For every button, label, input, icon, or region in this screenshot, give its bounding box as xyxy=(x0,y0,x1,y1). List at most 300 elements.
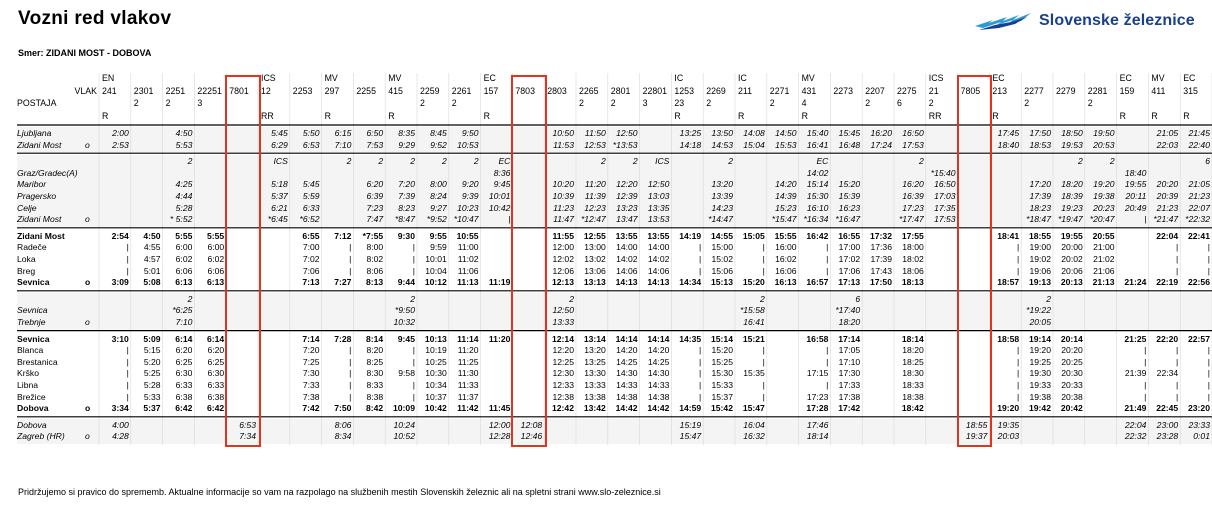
time-cell: | xyxy=(1175,391,1179,402)
time-cell: 4:44 xyxy=(175,191,193,201)
time-cell: 5:53 xyxy=(175,139,193,150)
time-cell: 2 xyxy=(346,156,352,167)
time-cell: 17:46 xyxy=(806,419,829,430)
time-cell: | xyxy=(1207,368,1210,379)
time-cell: 19:30 xyxy=(1029,368,1051,379)
time-cell: 12:55 xyxy=(583,230,606,241)
time-cell: 14:55 xyxy=(711,230,733,241)
time-cell: | xyxy=(1207,356,1210,367)
time-cell: 12:46 xyxy=(520,431,543,442)
time-cell: | xyxy=(126,356,129,367)
time-cell: 15:20 xyxy=(711,345,733,356)
time-cell: 11:33 xyxy=(457,380,479,390)
time-cell: 23:28 xyxy=(1156,431,1179,442)
time-cell: 9:58 xyxy=(398,368,415,379)
time-cell: | xyxy=(698,254,702,264)
time-cell: 4:55 xyxy=(143,242,161,253)
time-cell: 12:00 xyxy=(552,242,574,253)
vlak-label: VLAK xyxy=(74,86,97,96)
time-cell: 10:32 xyxy=(393,317,415,327)
departure-marker: o xyxy=(85,139,90,150)
time-cell: 17:23 xyxy=(806,391,829,402)
time-cell: | xyxy=(1207,345,1210,356)
time-cell: 15:14 xyxy=(806,179,829,190)
time-cell: 12:33 xyxy=(552,380,574,390)
time-cell: 14:53 xyxy=(711,139,733,150)
header-marks-cell: RR xyxy=(261,111,274,121)
time-cell: 18:23 xyxy=(1029,202,1051,213)
time-cell: 10:12 xyxy=(424,277,447,288)
time-cell: | xyxy=(762,380,765,390)
time-cell: 12:02 xyxy=(552,254,574,264)
time-cell: 9:39 xyxy=(461,191,479,201)
time-cell: 4:50 xyxy=(143,230,161,241)
time-cell: 5:45 xyxy=(271,128,288,138)
time-cell: 20:49 xyxy=(1124,202,1147,213)
station-name: Zidani Most xyxy=(17,139,62,150)
time-cell: 19:53 xyxy=(1061,139,1083,150)
time-cell: 8:02 xyxy=(366,254,384,264)
time-cell: | xyxy=(126,265,129,276)
time-cell: | xyxy=(762,254,765,264)
header-class-cell: 2 xyxy=(769,98,775,108)
time-cell: 16:23 xyxy=(838,202,861,213)
time-cell: | xyxy=(698,356,702,367)
time-cell: 6:15 xyxy=(334,128,352,138)
time-cell: 23:00 xyxy=(1156,419,1179,430)
time-cell: 14:19 xyxy=(679,230,702,241)
time-cell: 11:39 xyxy=(584,191,606,201)
time-cell: 22:45 xyxy=(1156,403,1179,414)
time-cell: 10:39 xyxy=(552,191,574,201)
time-cell: | xyxy=(412,380,415,390)
time-cell: | xyxy=(1175,380,1179,390)
header-numbers-cell: 2803 xyxy=(547,86,567,96)
time-cell: 15:40 xyxy=(806,128,829,138)
time-cell: 6:38 xyxy=(207,391,225,402)
time-cell: 9:20 xyxy=(461,179,479,190)
time-cell: 6:53 xyxy=(302,139,320,150)
time-cell: 17:43 xyxy=(870,265,892,276)
time-cell: 4:28 xyxy=(112,431,129,442)
time-cell: 6:42 xyxy=(175,403,193,414)
time-cell: 12:20 xyxy=(552,345,574,356)
station-name: Brežice xyxy=(17,391,46,402)
time-cell: 22:04 xyxy=(1156,230,1179,241)
time-cell: 18:50 xyxy=(1061,128,1083,138)
time-cell: | xyxy=(1016,356,1020,367)
time-cell: | xyxy=(1175,356,1179,367)
time-cell: 19:25 xyxy=(1029,356,1051,367)
time-cell: 14:06 xyxy=(647,265,670,276)
time-cell: 19:20 xyxy=(1029,345,1051,356)
time-cell: 9:45 xyxy=(493,179,511,190)
header-numbers-cell: 2301 xyxy=(133,86,154,96)
time-cell: 15:53 xyxy=(775,139,797,150)
header-class-cell: 2 xyxy=(579,98,584,108)
station-name: Sevnica xyxy=(17,277,50,288)
time-cell: 16:57 xyxy=(806,277,829,288)
time-cell: 7:12 xyxy=(334,230,352,241)
time-cell: 2 xyxy=(187,156,193,167)
time-cell: 6:30 xyxy=(175,368,193,379)
station-name: Zagreb (HR) xyxy=(17,431,65,442)
time-cell: | xyxy=(826,254,829,264)
time-cell: | xyxy=(412,345,415,356)
time-cell: 5:20 xyxy=(143,356,161,367)
time-cell: 17:10 xyxy=(838,356,861,367)
header-class-cell: 3 xyxy=(197,98,203,108)
time-cell: | xyxy=(1016,380,1020,390)
time-cell: 21:23 xyxy=(1156,202,1179,213)
departure-marker: o xyxy=(85,403,91,414)
time-cell: | xyxy=(826,265,829,276)
header-numbers-cell: 2271 xyxy=(769,86,790,96)
time-cell: 16:50 xyxy=(902,128,924,138)
time-cell: 20:14 xyxy=(1060,333,1083,344)
time-cell: 13:47 xyxy=(616,214,638,225)
time-cell: 6:30 xyxy=(207,368,225,379)
time-cell: 20:20 xyxy=(1061,345,1083,356)
time-cell: 17:28 xyxy=(806,403,829,414)
time-cell: ICS xyxy=(273,156,288,167)
time-cell: 6:14 xyxy=(175,333,193,344)
time-cell: 12:23 xyxy=(584,202,606,213)
time-cell: 2 xyxy=(1109,156,1115,167)
time-cell: *6:25 xyxy=(172,305,193,316)
time-cell: 10:13 xyxy=(424,333,447,344)
time-cell: 18:42 xyxy=(901,403,924,414)
time-cell: 20:13 xyxy=(1060,277,1083,288)
time-cell: 13:55 xyxy=(647,230,670,241)
time-cell: 19:38 xyxy=(1093,191,1115,201)
header-marks-cell: R xyxy=(388,111,395,121)
time-cell: 16:55 xyxy=(838,230,861,241)
time-cell: 20:30 xyxy=(1061,368,1083,379)
time-cell: | xyxy=(349,265,352,276)
header-marks-cell: R xyxy=(324,111,331,121)
header-marks-cell: R xyxy=(1119,111,1126,121)
time-cell: 2 xyxy=(1078,156,1083,167)
time-cell: 19:23 xyxy=(1061,202,1083,213)
time-cell: 21:13 xyxy=(1092,277,1115,288)
time-cell: 9:27 xyxy=(430,202,447,213)
time-cell: 16:58 xyxy=(806,333,829,344)
time-cell: 6:53 xyxy=(239,419,256,430)
time-cell: | xyxy=(1016,345,1020,356)
time-cell: 15:45 xyxy=(838,128,861,138)
time-cell: 11:47 xyxy=(553,214,574,225)
station-name: Graz/Gradec(A) xyxy=(17,167,78,178)
time-cell: 6:20 xyxy=(175,345,193,356)
time-cell: *12:47 xyxy=(580,214,606,225)
highlighted-train-column xyxy=(225,75,261,447)
time-cell: 8:33 xyxy=(366,380,384,390)
time-cell: 11:37 xyxy=(457,391,479,402)
time-cell: *21:47 xyxy=(1153,214,1179,225)
time-cell: * 5:52 xyxy=(169,214,193,225)
header-marks-cell: R xyxy=(483,111,490,121)
time-cell: 17:02 xyxy=(838,254,861,264)
time-cell: 2 xyxy=(473,156,479,167)
time-cell: 6:02 xyxy=(207,254,225,264)
time-cell: EC xyxy=(498,156,511,167)
time-cell: 15:35 xyxy=(743,368,765,379)
time-cell: 21:06 xyxy=(1093,265,1115,276)
time-cell: 10:42 xyxy=(488,202,511,213)
time-cell: 17:35 xyxy=(934,202,956,213)
time-cell: 17:24 xyxy=(870,139,892,150)
header-numbers-cell: 411 xyxy=(1151,86,1166,96)
time-cell: 18:58 xyxy=(997,333,1020,344)
time-cell: 16:48 xyxy=(838,139,861,150)
time-cell: 8:00 xyxy=(430,179,447,190)
time-cell: 7:10 xyxy=(334,139,352,150)
time-cell: 19:20 xyxy=(1093,179,1115,190)
time-cell: 9:44 xyxy=(397,277,415,288)
time-cell: 15:25 xyxy=(711,356,733,367)
time-cell: 11:06 xyxy=(457,265,479,276)
time-cell: 14:34 xyxy=(679,277,702,288)
time-cell: 7:50 xyxy=(334,403,352,414)
header-numbers-cell: 21 xyxy=(928,86,939,96)
time-cell: 10:04 xyxy=(425,265,447,276)
time-cell: 3:09 xyxy=(111,277,129,288)
time-cell: 18:14 xyxy=(901,333,924,344)
time-cell: 13:55 xyxy=(615,230,638,241)
time-cell: 7:14 xyxy=(302,333,320,344)
time-cell: 15:05 xyxy=(742,230,765,241)
time-cell: 14:14 xyxy=(615,333,638,344)
time-cell: 19:14 xyxy=(1029,333,1051,344)
time-cell: 18:02 xyxy=(902,254,924,264)
time-cell: | xyxy=(762,242,765,253)
header-category-cell: EC xyxy=(1183,73,1196,83)
time-cell: 8:13 xyxy=(365,277,384,288)
time-cell: | xyxy=(826,345,829,356)
time-cell: | xyxy=(762,345,765,356)
time-cell: 9:50 xyxy=(461,128,479,138)
time-cell: 22:40 xyxy=(1188,139,1210,150)
time-cell: 8:34 xyxy=(334,431,352,442)
time-cell: 18:33 xyxy=(902,380,924,390)
time-cell: 21:05 xyxy=(1156,128,1179,138)
time-cell: 11:00 xyxy=(457,242,479,253)
timetable xyxy=(17,73,1210,481)
time-cell: 16:41 xyxy=(743,317,765,327)
time-cell: 18:20 xyxy=(838,317,861,327)
time-cell: 8:30 xyxy=(366,368,384,379)
time-cell: 8:36 xyxy=(493,167,511,178)
time-cell: 12:00 xyxy=(488,419,511,430)
time-cell: | xyxy=(1207,254,1210,264)
header-class-cell: 2 xyxy=(706,98,712,108)
header-marks-cell: RR xyxy=(928,111,942,121)
time-cell: 13:02 xyxy=(584,254,606,264)
time-cell: 15:42 xyxy=(711,403,733,414)
time-cell: 5:33 xyxy=(143,391,161,402)
time-cell: 20:23 xyxy=(1093,202,1115,213)
time-cell: 17:13 xyxy=(838,277,861,288)
time-cell: | xyxy=(1175,242,1179,253)
departure-marker: o xyxy=(85,214,90,225)
time-cell: 15:55 xyxy=(774,230,797,241)
time-cell: 17:50 xyxy=(1029,128,1051,138)
time-cell: 13:42 xyxy=(583,403,606,414)
time-cell: 14:30 xyxy=(647,368,670,379)
time-cell: 17:38 xyxy=(838,391,861,402)
time-cell: 19:20 xyxy=(997,403,1020,414)
time-cell: 15:02 xyxy=(711,254,733,264)
time-cell: | xyxy=(126,380,129,390)
time-cell: 10:01 xyxy=(425,254,447,264)
header-class-cell: 2 xyxy=(865,98,871,108)
time-cell: | xyxy=(349,254,352,264)
time-cell: 7:20 xyxy=(302,345,320,356)
station-name: Celje xyxy=(17,202,37,213)
time-cell: 18:57 xyxy=(997,277,1020,288)
time-cell: 18:39 xyxy=(1061,191,1083,201)
time-cell: | xyxy=(1144,345,1147,356)
time-cell: 13:53 xyxy=(647,214,670,225)
time-cell: 18:40 xyxy=(1124,167,1147,178)
time-cell: 16:41 xyxy=(806,139,829,150)
time-cell: 13:33 xyxy=(552,317,574,327)
time-cell: 14:38 xyxy=(616,391,638,402)
time-cell: | xyxy=(1144,391,1147,402)
time-cell: 16:39 xyxy=(902,191,924,201)
station-name: Maribor xyxy=(17,179,47,190)
header-numbers-cell: 2207 xyxy=(865,86,885,96)
departure-marker: o xyxy=(85,431,90,442)
time-cell: 2 xyxy=(410,293,415,304)
time-cell: | xyxy=(126,345,129,356)
time-cell: 17:06 xyxy=(838,265,861,276)
time-cell: 13:25 xyxy=(584,356,606,367)
time-cell: | xyxy=(698,380,702,390)
time-cell: 16:32 xyxy=(743,431,765,442)
time-cell: 10:55 xyxy=(456,230,479,241)
time-cell: 18:20 xyxy=(1061,179,1083,190)
time-cell: 19:02 xyxy=(1029,254,1051,264)
time-cell: | xyxy=(826,242,829,253)
time-cell: 7:06 xyxy=(302,265,320,276)
time-cell: 22:57 xyxy=(1188,333,1210,344)
station-name: Sevnica xyxy=(17,305,48,316)
time-cell: | xyxy=(1144,214,1147,225)
time-cell: 5:45 xyxy=(302,179,320,190)
station-name: Loka xyxy=(17,254,36,264)
time-cell: | xyxy=(698,345,702,356)
time-cell: 6:00 xyxy=(207,242,225,253)
time-cell: 13:30 xyxy=(584,368,606,379)
time-cell: 15:20 xyxy=(742,277,765,288)
time-cell: 16:02 xyxy=(775,254,797,264)
header-category-cell: IC xyxy=(738,73,747,83)
time-cell: 9:45 xyxy=(397,333,415,344)
time-cell: 11:02 xyxy=(457,254,479,264)
time-cell: 8:25 xyxy=(366,356,384,367)
time-cell: | xyxy=(412,265,415,276)
time-cell: 20:39 xyxy=(1156,191,1179,201)
time-cell: *7:55 xyxy=(362,230,384,241)
time-cell: 7:30 xyxy=(302,368,320,379)
time-cell: 14:35 xyxy=(679,333,702,344)
time-cell: *10:47 xyxy=(453,214,479,225)
time-cell: 4:50 xyxy=(175,128,193,138)
time-cell: 2:53 xyxy=(112,139,129,150)
time-cell: 4:57 xyxy=(143,254,161,264)
time-cell: 22:41 xyxy=(1188,230,1210,241)
time-cell: 14:13 xyxy=(647,277,670,288)
time-cell: 9:52 xyxy=(430,139,447,150)
time-cell: 23:20 xyxy=(1188,403,1210,414)
header-numbers-cell: 159 xyxy=(1119,86,1135,96)
time-cell: 15:23 xyxy=(775,202,797,213)
time-cell: 14:33 xyxy=(616,380,638,390)
time-cell: 11:14 xyxy=(457,333,479,344)
time-cell: 14:20 xyxy=(647,345,670,356)
time-cell: 17:05 xyxy=(838,345,861,356)
time-cell: 6:20 xyxy=(207,345,225,356)
header-marks-cell: R xyxy=(801,111,808,121)
time-cell: 2 xyxy=(601,156,606,167)
header-numbers-cell: 213 xyxy=(992,86,1008,96)
time-cell: 10:24 xyxy=(393,419,415,430)
time-cell: 17:50 xyxy=(870,277,892,288)
time-cell: 5:28 xyxy=(175,202,193,213)
time-cell: 5:28 xyxy=(143,380,161,390)
time-cell: 20:02 xyxy=(1061,254,1083,264)
time-cell: 6:42 xyxy=(206,403,225,414)
time-cell: 6:25 xyxy=(207,356,225,367)
header-category-cell: MV xyxy=(1151,73,1165,83)
time-cell: 12:14 xyxy=(552,333,574,344)
time-cell: | xyxy=(1016,368,1020,379)
header-numbers-cell: 431 xyxy=(801,86,817,96)
time-cell: | xyxy=(762,391,765,402)
time-cell: 11:50 xyxy=(584,128,606,138)
time-cell: 14:20 xyxy=(775,179,797,190)
time-cell: 8:23 xyxy=(398,202,415,213)
time-cell: 19:42 xyxy=(1029,403,1051,414)
time-cell: 8:06 xyxy=(366,265,384,276)
time-cell: 5:37 xyxy=(271,191,288,201)
time-cell: | xyxy=(126,242,129,253)
time-cell: 8:00 xyxy=(366,242,384,253)
time-cell: 12:38 xyxy=(552,391,574,402)
header-numbers-cell: 157 xyxy=(483,86,499,96)
time-cell: 17:53 xyxy=(902,139,924,150)
station-name: Trebnje xyxy=(17,317,46,327)
time-cell: 5:08 xyxy=(143,277,161,288)
time-cell: 12:25 xyxy=(552,356,574,367)
time-cell: | xyxy=(126,391,129,402)
time-cell: 10:20 xyxy=(552,179,574,190)
time-cell: 8:35 xyxy=(398,128,415,138)
header-numbers-cell: 2281 xyxy=(1087,86,1108,96)
time-cell: 7:28 xyxy=(334,333,352,344)
time-cell: 7:20 xyxy=(398,179,415,190)
time-cell: *9:50 xyxy=(394,305,415,316)
time-cell: *6:52 xyxy=(299,214,320,225)
time-cell: 14:00 xyxy=(647,242,670,253)
time-cell: 10:30 xyxy=(425,368,447,379)
time-cell: 15:47 xyxy=(679,431,702,442)
sz-logo xyxy=(975,8,1195,34)
station-name: Krško xyxy=(17,368,39,379)
time-cell: 15:39 xyxy=(838,191,861,201)
